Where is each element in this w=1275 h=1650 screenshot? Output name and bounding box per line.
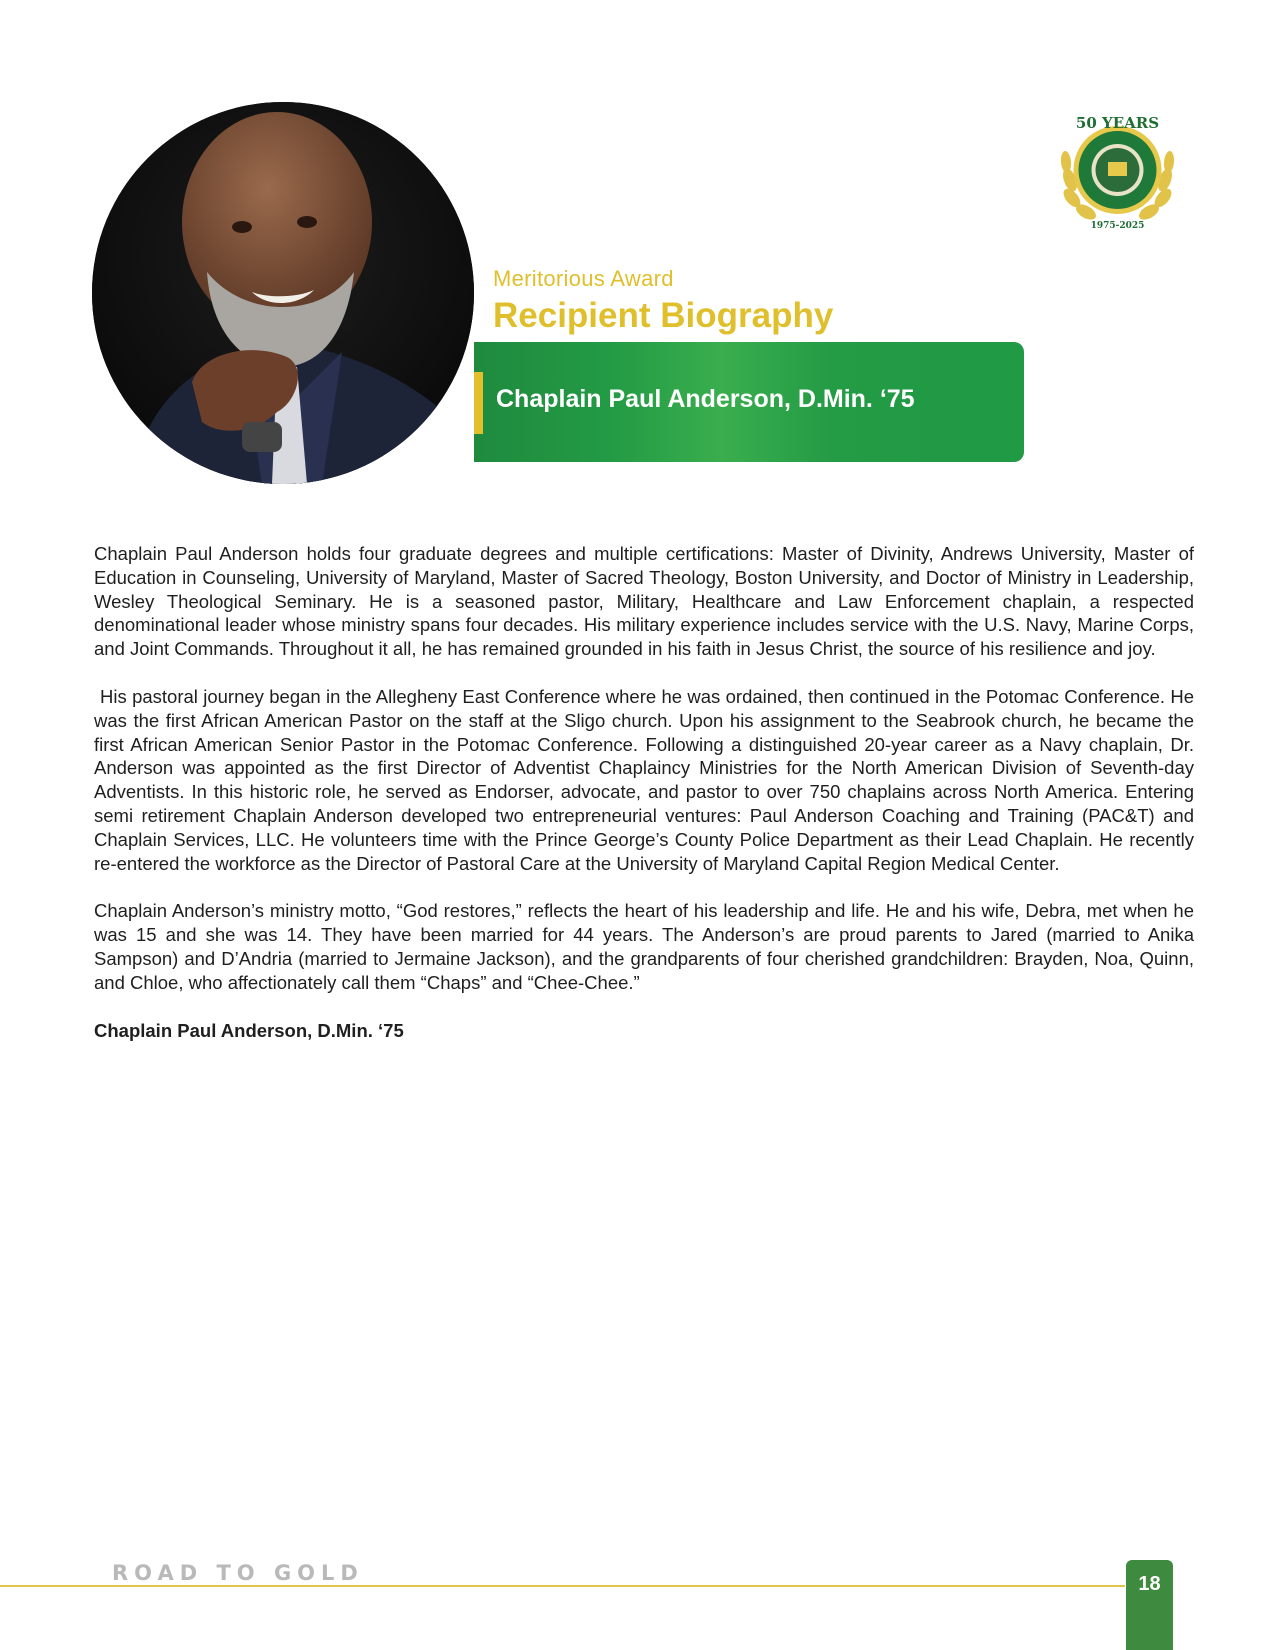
footer-publication-title: ROAD TO GOLD	[112, 1561, 364, 1585]
anniversary-seal-icon	[1050, 100, 1185, 235]
bio-paragraph: Chaplain Paul Anderson holds four graduate degrees and multiple certifications: Master of Divinity, Andrews University, Master of Education in Counseling, University of Maryland, Master of Sacred Theology, Boston University, and Doctor of Ministry in Leadership, Wesley Theological Seminary. He is a seasoned pastor, Military, Healthcare and Law Enforcement chaplain, a respected denominational leader whose ministry spans four decades. His military experience includes service with the U.S. Navy, Marine Corps, and Joint Commands. Throughout it all, he has remained grounded in his faith in Jesus Christ, the source of his resilience and joy.	[94, 543, 1194, 660]
recipient-name: Chaplain Paul Anderson, D.Min. ‘75	[496, 385, 915, 413]
page-number: 18	[1138, 1573, 1161, 1595]
bio-paragraph: Chaplain Anderson’s ministry motto, “God restores,” reflects the heart of his leadership and life. He and his wife, Debra, met when he was 15 and she was 14. They have been married for 44 years. The Anderson’s are proud parents to Jared (married to Anika Sampson) and D’Andria (married to Jermaine Jackson), and the grandparents of four cherished grandchildren: Brayden, Noa, Quinn, and Chloe, who affectionately call them “Chaps” and “Chee-Chee.”	[94, 900, 1194, 993]
banner-accent-bar	[474, 372, 483, 434]
biography-body	[94, 542, 1194, 1066]
logo-top-text: 50 YEARS	[1075, 114, 1160, 132]
bio-signature: Chaplain Paul Anderson, D.Min. ‘75	[94, 1019, 404, 1041]
recipient-portrait-icon	[92, 102, 474, 484]
page-number-tab	[1126, 1560, 1173, 1650]
recipient-name-banner	[474, 342, 1024, 462]
award-title: Recipient Biography	[493, 296, 834, 335]
recipient-portrait	[92, 102, 474, 484]
footer-divider	[0, 1585, 1125, 1587]
award-subtitle: Meritorious Award	[493, 266, 674, 291]
alumni-anniversary-logo	[1050, 100, 1185, 235]
logo-years: 1975-2025	[1090, 221, 1145, 231]
bio-paragraph: His pastoral journey began in the Allegheny East Conference where he was ordained, then continued in the Potomac Conference. He was the first African American Pastor on the staff at the Sligo church. Upon his assignment to the Seabrook church, he became the first African American Senior Pastor in the Potomac Conference. Following a distinguished 20-year career as a Navy chaplain, Dr. Anderson was appointed as the first Director of Adventist Chaplaincy Ministries for the North American Division of Seventh-day Adventists. In this historic role, he served as Endorser, advocate, and pastor to over 750 chaplains across North America. Entering semi retirement Chaplain Anderson developed two entrepreneurial ventures: Paul Anderson Coaching and Training (PAC&T) and Chaplain Services, LLC. He volunteers time with the Prince George’s County Police Department as their Lead Chaplain. He recently re-entered the workforce as the Director of Pastoral Care at the University of Maryland Capital Region Medical Center.	[94, 685, 1194, 874]
